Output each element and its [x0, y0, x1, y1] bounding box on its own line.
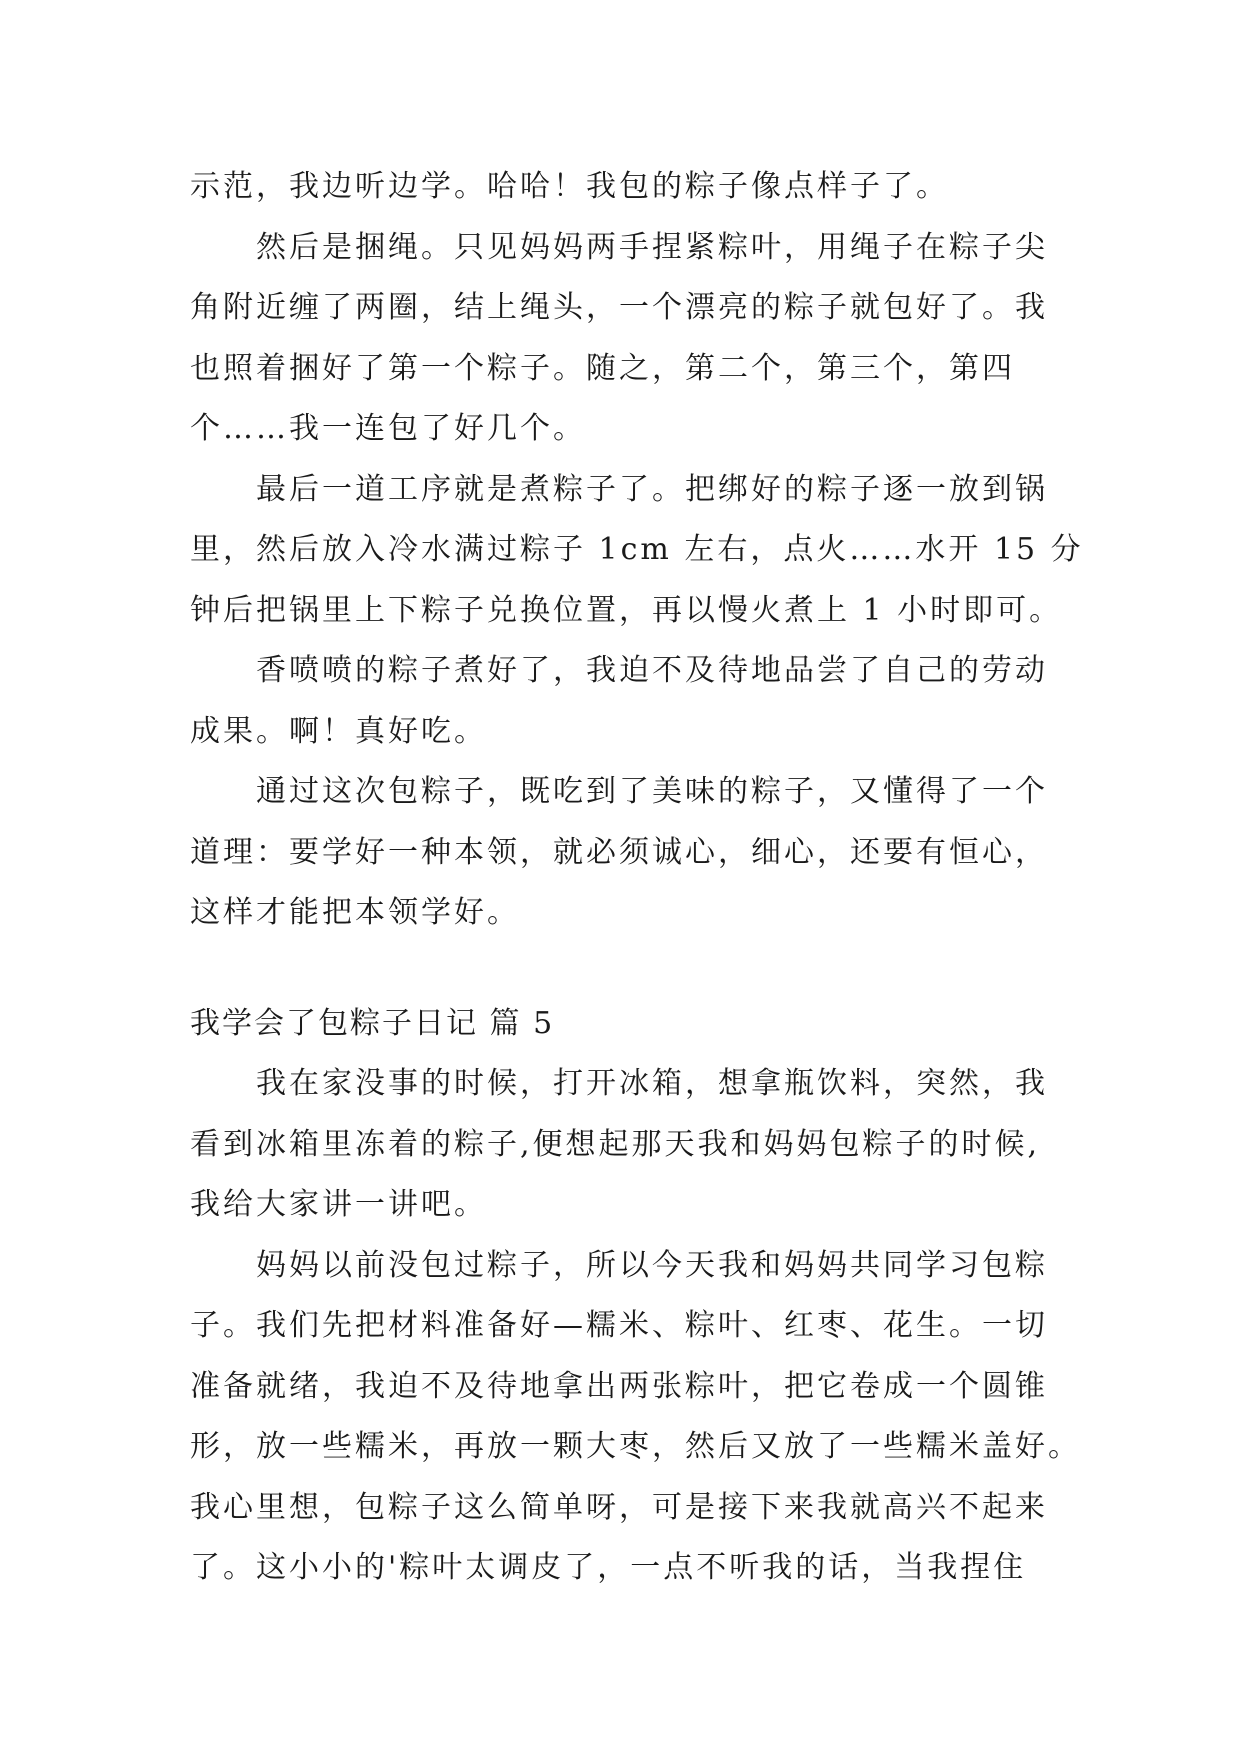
text-line: 形，放一些糯米，再放一颗大枣，然后又放了一些糯米盖好。 [190, 1429, 1081, 1464]
text-line: 角附近缠了两圈，结上绳头，一个漂亮的粽子就包好了。我 [190, 290, 1048, 325]
text-line: 里，然后放入冷水满过粽子 1cm 左右，点火……水开 15 分 [190, 532, 1084, 567]
text-line: 妈妈以前没包过粽子，所以今天我和妈妈共同学习包粽 [256, 1247, 1048, 1283]
text-line: 子。我们先把材料准备好—糯米、粽叶、红枣、花生。一切 [190, 1308, 1048, 1343]
text-line: 我在家没事的时候，打开冰箱，想拿瓶饮料，突然，我 [256, 1066, 1048, 1101]
text-line: 香喷喷的粽子煮好了，我迫不及待地品尝了自己的劳动 [256, 653, 1048, 688]
text-line: 了。这小小的'粽叶太调皮了，一点不听我的话，当我捏住 [190, 1550, 1027, 1585]
text-line: 然后是捆绳。只见妈妈两手捏紧粽叶，用绳子在粽子尖 [256, 229, 1048, 265]
document-body [190, 157, 1084, 1599]
section-gap [190, 944, 1070, 994]
text-line: 道理：要学好一种本领，就必须诚心，细心，还要有恒心， [190, 834, 1048, 870]
text-line: 准备就绪，我迫不及待地拿出两张粽叶，把它卷成一个圆锥 [190, 1368, 1048, 1404]
text-line: 也照着捆好了第一个粽子。随之，第二个，第三个，第四 [190, 350, 1015, 386]
text-line: 我心里想，包粽子这么简单呀，可是接下来我就高兴不起来 [190, 1489, 1048, 1525]
text-line: 看到冰箱里冻着的粽子,便想起那天我和妈妈包粽子的时候, [190, 1126, 1041, 1162]
text-line: 钟后把锅里上下粽子兑换位置，再以慢火煮上 1 小时即可。 [190, 592, 1063, 628]
text-line: 我给大家讲一讲吧。 [190, 1187, 487, 1222]
section-title: 我学会了包粽子日记 篇 5 [190, 1005, 555, 1041]
text-line: 成果。啊！真好吃。 [190, 713, 487, 749]
text-line: 通过这次包粽子，既吃到了美味的粽子，又懂得了一个 [256, 774, 1048, 809]
text-line: 最后一道工序就是煮粽子了。把绑好的粽子逐一放到锅 [256, 471, 1048, 507]
text-line: 个……我一连包了好几个。 [190, 411, 586, 446]
text-line: 示范，我边听边学。哈哈！我包的粽子像点样子了。 [190, 169, 949, 204]
text-line: 这样才能把本领学好。 [190, 895, 520, 930]
